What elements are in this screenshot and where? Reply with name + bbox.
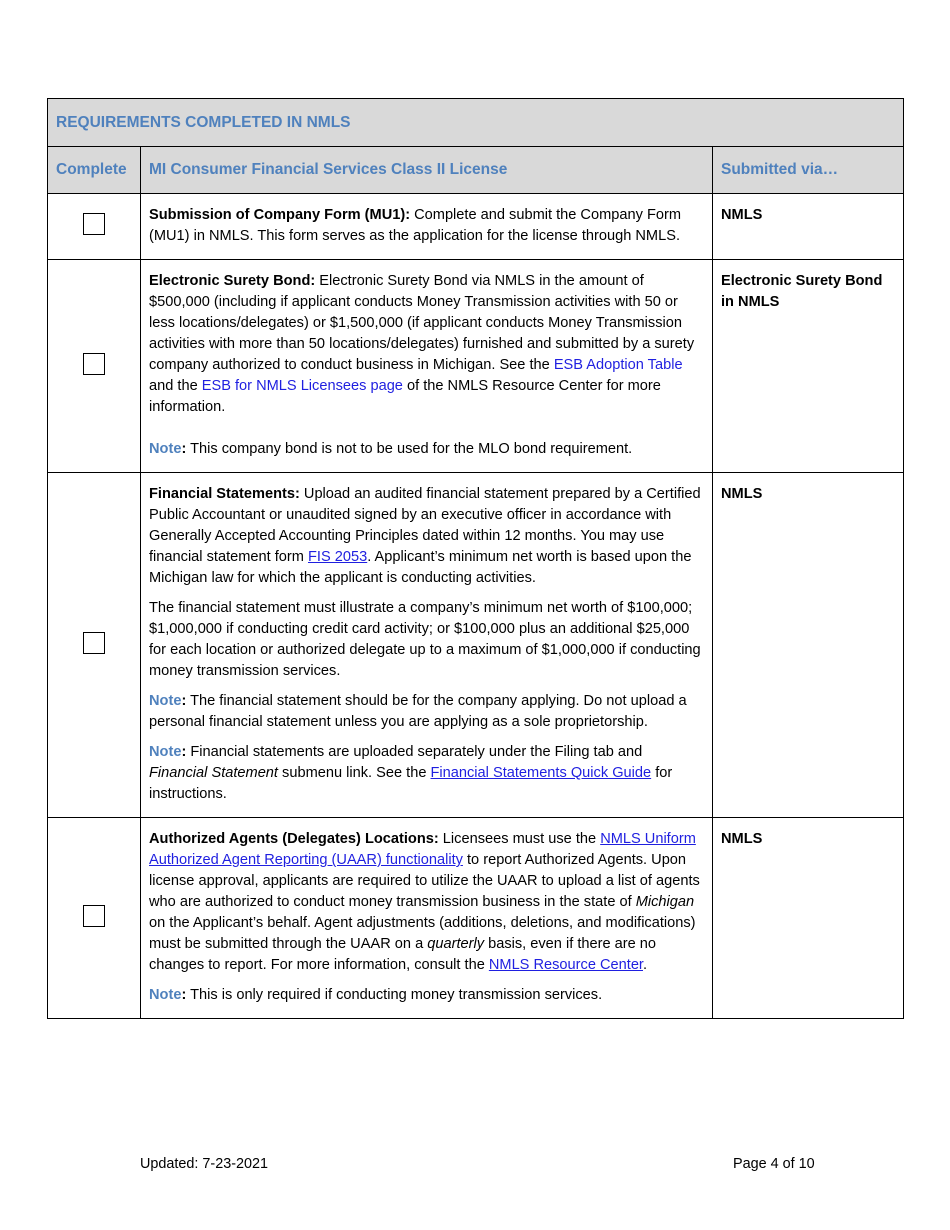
esb-licensees-page-link[interactable]: ESB for NMLS Licensees page (201, 378, 403, 394)
table-row (48, 473, 904, 818)
requirement-text: Upload an audited financial statement prepared by a Certified Public Accountant or unaudited signed by an executive officer in accordance with Generally Accepted Accounting Principles dated within 12 months. You may use financial statement form (149, 486, 701, 565)
note-label: Note (149, 693, 182, 709)
note-label: Note (149, 441, 182, 457)
uaar-functionality-link[interactable]: NMLS Uniform Authorized Agent Reporting (UAAR) functionality (149, 831, 696, 868)
note-text: This is only required if conducting money transmission services. (186, 987, 603, 1003)
requirement-text: of the NMLS Resource Center for more information. (149, 378, 661, 415)
requirement-italic-text: quarterly (427, 936, 485, 952)
table-row (48, 194, 904, 260)
requirement-paragraph: The financial statement must illustrate a company’s minimum net worth of $100,000; $1,000,000 if conducting credit card activity; or $100,000 plus an additional $25,000 for each location or authorized delegate up to a maximum of $1,000,000 if conducting money transmission services. (149, 600, 701, 679)
requirement-text: to report Authorized Agents. Upon license approval, applicants are required to utilize the UAAR to upload a list of agents who are authorized to conduct money transmission business in the state of (149, 852, 700, 910)
note-text: for instructions. (149, 765, 673, 802)
requirement-heading: Electronic Surety Bond: (149, 273, 316, 289)
requirement-text: . (643, 957, 648, 973)
requirement-description: Financial Statements: Upload an audited financial statement prepared by a Certified Public Accountant or unaudited signed by an executive officer in accordance with Generally Accepted Accounting Principles dated within 12 months. You may use financial statement form FIS 2053. Applicant’s minimum net worth is based upon the Michigan law for which the applicant is conducting activities. The financial statement must illustrate a company’s minimum net worth of $100,000; $1,000,000 if conducting credit card activity; or $100,000 plus an additional $25,000 for each location or authorized delegate up to a maximum of $1,000,000 if conducting money transmission services. Note: The financial statement should be for the company applying. Do not upload a personal financial statement unless you are applying as a sole proprietorship. Note: Financial statements are uploaded separately under the Filing tab and Financial Statement submenu link. See the Financial Statements Quick Guide for instructions. (141, 473, 713, 818)
note-text: submenu link. See the (277, 765, 431, 781)
requirement-text: . Applicant’s minimum net worth is based upon the Michigan law for which the applicant is conducting activities. (149, 549, 692, 586)
note-label: Note (149, 744, 182, 760)
table-row (48, 260, 904, 473)
requirement-heading: Authorized Agents (Delegates) Locations: (149, 831, 439, 847)
table-title: REQUIREMENTS COMPLETED IN NMLS (48, 99, 904, 147)
requirement-description: Electronic Surety Bond: Electronic Surety Bond via NMLS in the amount of $500,000 (including if applicant conducts Money Transmission activities with 50 or less locations/delegates) or $1,500,000 (if applicant conducts Money Transmission activities with more than 50 locations/delegates) furnished and submitted by a surety company authorized to conduct business in Michigan. See the ESB Adoption Table and the ESB for NMLS Licensees page of the NMLS Resource Center for more information. Note: This company bond is not to be used for the MLO bond requirement. (141, 260, 713, 473)
note-italic-text: Financial Statement (149, 765, 278, 781)
complete-checkbox[interactable] (83, 213, 105, 235)
check-cell (48, 260, 141, 473)
column-header-row (48, 147, 904, 194)
requirement-text: Licensees must use the (438, 831, 601, 847)
submitted-via: NMLS (713, 194, 904, 260)
footer-updated: Updated: 7-23-2021 (140, 1156, 269, 1172)
requirement-heading: Submission of Company Form (MU1): (149, 207, 411, 223)
requirement-text: Complete and submit the Company Form (MU1) in NMLS. This form serves as the application for the license through NMLS. (149, 207, 681, 244)
requirement-heading: Financial Statements: (149, 486, 300, 502)
complete-checkbox[interactable] (83, 353, 105, 375)
requirements-table (47, 98, 904, 1019)
column-header-submitted: Submitted via… (713, 147, 904, 194)
nmls-resource-center-link[interactable]: NMLS Resource Center (488, 957, 643, 973)
fis-2053-link[interactable]: FIS 2053 (307, 549, 368, 565)
table-title-row (48, 99, 904, 147)
note-text: Financial statements are uploaded separately under the Filing tab and (186, 744, 643, 760)
requirement-italic-text: Michigan (635, 894, 695, 910)
footer-page-number: Page 4 of 10 (733, 1156, 815, 1172)
submitted-via: Electronic Surety Bond in NMLS (713, 260, 904, 473)
requirement-text: on the Applicant’s behalf. Agent adjustments (additions, deletions, and modifications) must be submitted through the UAAR on a (149, 915, 696, 952)
requirement-description (141, 194, 713, 260)
submitted-via: NMLS (713, 473, 904, 818)
financial-statements-guide-link[interactable]: Financial Statements Quick Guide (430, 765, 652, 781)
table-row (48, 818, 904, 1019)
check-cell (48, 818, 141, 1019)
complete-checkbox[interactable] (83, 905, 105, 927)
check-cell (48, 473, 141, 818)
note-label: Note (149, 987, 182, 1003)
requirement-description: Authorized Agents (Delegates) Locations: Licensees must use the NMLS Uniform Authorized Agent Reporting (UAAR) functionality to report Authorized Agents. Upon license approval, applicants are required to utilize the UAAR to upload a list of agents who are authorized to conduct money transmission business in the state of Michigan on the Applicant’s behalf. Agent adjustments (additions, deletions, and modifications) must be submitted through the UAAR on a quarterly basis, even if there are no changes to report. For more information, consult the NMLS Resource Center. Note: This is only required if conducting money transmission services. (141, 818, 713, 1019)
check-cell (48, 194, 141, 260)
column-header-license: MI Consumer Financial Services Class II License (141, 147, 713, 194)
note-text: The financial statement should be for the company applying. Do not upload a personal financial statement unless you are applying as a sole proprietorship. (149, 693, 687, 730)
complete-checkbox[interactable] (83, 632, 105, 654)
note-text: This company bond is not to be used for the MLO bond requirement. (186, 441, 633, 457)
esb-adoption-table-link[interactable]: ESB Adoption Table (553, 357, 683, 373)
requirement-text: Electronic Surety Bond via NMLS in the amount of $500,000 (including if applicant conducts Money Transmission activities with 50 or less locations/delegates) or $1,500,000 (if applicant conducts Money Transmission activities with more than 50 locations/delegates) furnished and submitted by a surety company authorized to conduct business in Michigan. See the (149, 273, 695, 373)
requirement-text: and the (149, 378, 202, 394)
submitted-via: NMLS (713, 818, 904, 1019)
column-header-complete: Complete (48, 147, 141, 194)
requirement-text: basis, even if there are no changes to report. For more information, consult the (149, 936, 657, 973)
